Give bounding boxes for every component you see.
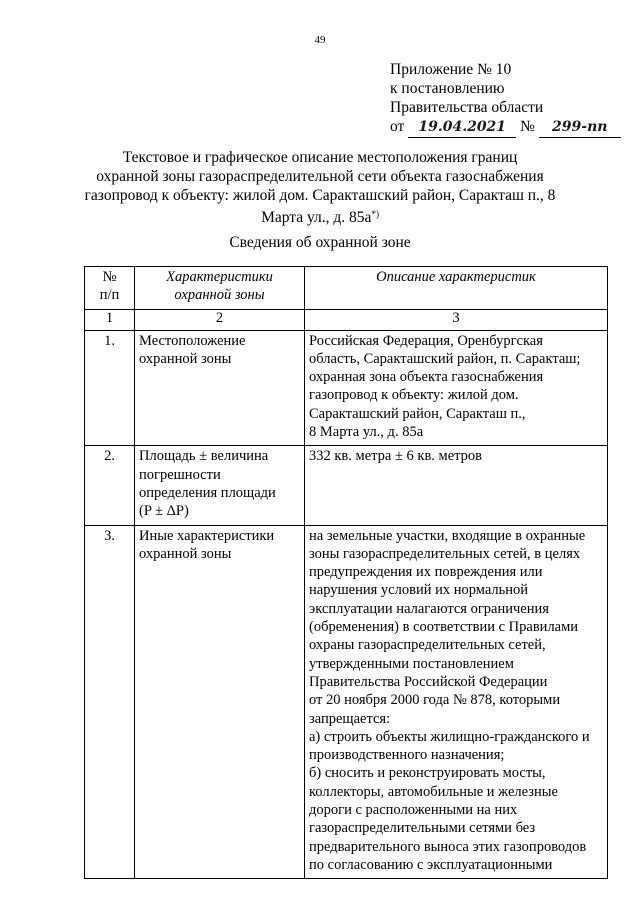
title-line: газопровод к объекту: жилой дом. Саракташский район, Саракташ п., 8 — [84, 187, 556, 204]
table-header-row — [85, 267, 608, 310]
column-number: 1 — [85, 309, 135, 330]
appendix-signature-line — [390, 117, 621, 138]
row-characteristic: Иные характеристики охранной зоны — [135, 525, 305, 879]
document-title — [60, 148, 580, 227]
handwritten-number: 299-пп — [539, 118, 621, 138]
title-line-last — [60, 205, 580, 227]
row-description: 332 кв. метра ± 6 кв. метров — [305, 446, 608, 525]
header-cell-characteristic: Характеристики охранной зоны — [135, 267, 305, 310]
title-line: охранной зоны газораспределительной сети объекта газоснабжения — [96, 168, 544, 185]
protection-zone-table — [84, 266, 608, 879]
appendix-block — [390, 60, 621, 138]
row-characteristic: Местоположение охранной зоны — [135, 330, 305, 446]
appendix-line: Правительства области — [390, 99, 544, 116]
row-number: 2. — [85, 446, 135, 525]
number-sign: № — [520, 118, 535, 135]
header-cell-number: № п/п — [85, 267, 135, 310]
title-line: Марта ул., д. 85а — [261, 209, 372, 226]
page-number: 49 — [314, 34, 326, 46]
row-description: на земельные участки, входящие в охранные зоны газораспределительных сетей, в целях предупреждения их повреждения или нарушения условий их нормальной эксплуатации налагаются ограничения (обременения) в соответствии с Правилами охраны газораспределительных сетей, утвержденными постановлением Правительства Российской Федерации от 20 ноября 2000 года № 878, которыми запрещается: а) строить объекты жилищно-гражданского и производственного назначения; б) сносить и реконструировать мосты, коллекторы, автомобильные и железные дороги с расположенными на них газораспределительными сетями без предварительного выноса этих газопроводов по согласованию с эксплуатационными — [305, 525, 608, 879]
row-characteristic: Площадь ± величина погрешности определения площади (P ± ΔP) — [135, 446, 305, 525]
row-number: 3. — [85, 525, 135, 879]
table-row — [85, 330, 608, 446]
table-row — [85, 446, 608, 525]
handwritten-date: 19.04.2021 — [408, 118, 516, 138]
title-line: Текстовое и графическое описание местоположения границ — [122, 149, 518, 166]
row-description: Российская Федерация, Оренбургская область, Саракташский район, п. Саракташ; охранная зона объекта газоснабжения газопровод к объекту: жилой дом. Саракташский район, Саракташ п., 8 Марта ул., д. 85а — [305, 330, 608, 446]
header-cell-description: Описание характеристик — [305, 267, 608, 310]
section-title: Сведения об охранной зоне — [229, 234, 411, 251]
appendix-line: к постановлению — [390, 80, 505, 97]
row-number: 1. — [85, 330, 135, 446]
footnote-mark: *) — [371, 209, 379, 219]
from-prefix: от — [390, 118, 405, 135]
column-number-row — [85, 309, 608, 330]
appendix-line: Приложение № 10 — [390, 61, 512, 78]
table-row — [85, 525, 608, 879]
column-number: 2 — [135, 309, 305, 330]
column-number: 3 — [305, 309, 608, 330]
